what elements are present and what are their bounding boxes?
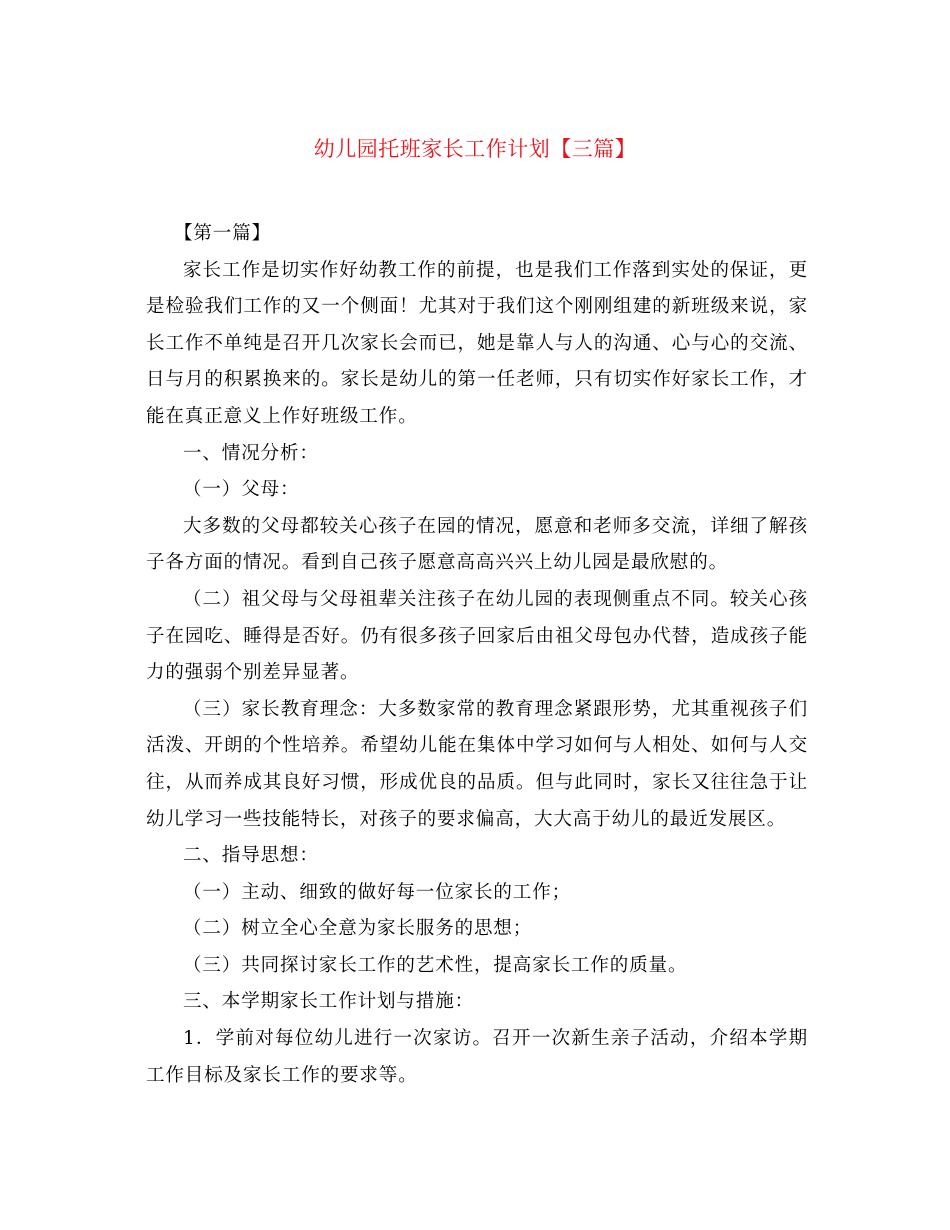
subheading-parents: （一）父母：: [183, 479, 300, 501]
section-heading-first: 【第一篇】: [174, 223, 272, 244]
heading-guiding-ideas: 二、指导思想：: [183, 845, 319, 867]
heading-plan-measures: 三、本学期家长工作计划与措施：: [183, 991, 475, 1013]
guiding-item-2: （二）树立全心全意为家长服务的思想；: [183, 918, 533, 940]
paragraph-parents: 大多数的父母都较关心孩子在园的情况，愿意和老师多交流，详细了解孩子各方面的情况。看到自己孩子愿意高高兴兴上幼儿园是最欣慰的。: [146, 515, 808, 574]
document-title: 幼儿园托班家长工作计划【三篇】: [313, 137, 637, 161]
intro-paragraph: 家长工作是切实作好幼教工作的前提，也是我们工作落到实处的保证，更是检验我们工作的又一个侧面！尤其对于我们这个刚刚组建的新班级来说，家长工作不单纯是召开几次家长会而已，她是靠人与人的沟通、心与心的交流、日与月的积累换来的。家长是幼儿的第一任老师，只有切实作好家长工作，才能在真正意义上作好班级工作。: [146, 259, 808, 427]
heading-situation-analysis: 一、情况分析：: [183, 442, 319, 464]
paragraph-education-philosophy: （三）家长教育理念：大多数家常的教育理念紧跟形势，尤其重视孩子们活泼、开朗的个性培养。希望幼儿能在集体中学习如何与人相处、如何与人交往，从而养成其良好习惯，形成优良的品质。但与此同时，家长又往往急于让幼儿学习一些技能特长，对孩子的要求偏高，大大高于幼儿的最近发展区。: [146, 698, 808, 830]
guiding-item-3: （三）共同探讨家长工作的艺术性，提高家长工作的质量。: [183, 954, 688, 976]
paragraph-grandparents: （二）祖父母与父母祖辈关注孩子在幼儿园的表现侧重点不同。较关心孩子在园吃、睡得是否好。仍有很多孩子回家后由祖父母包办代替，造成孩子能力的强弱个别差异显著。: [146, 588, 808, 684]
plan-item-1: 1．学前对每位幼儿进行一次家访。召开一次新生亲子活动，介绍本学期工作目标及家长工作的要求等。: [146, 1028, 808, 1086]
guiding-item-1: （一）主动、细致的做好每一位家长的工作；: [183, 881, 572, 903]
document-body: [146, 216, 808, 1094]
